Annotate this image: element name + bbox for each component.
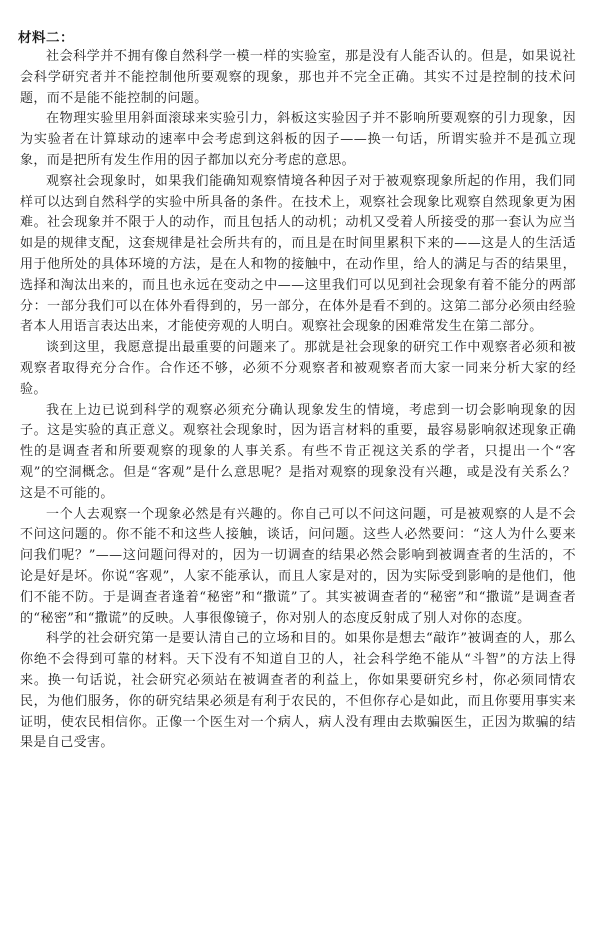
paragraph: 社会科学并不拥有像自然科学一模一样的实验室，那是没有人能否认的。但是，如果说社会科学研究者并不能控制他所要观察的现象，那也并不完全正确。其实不过是控制的技术问题，而不是能不能控制的问题。 xyxy=(20,49,576,106)
paragraph: 观察社会现象时，如果我们能确知观察情境各种因子对于被观察现象所起的作用，我们同样可以达到自然科学的实验中所具备的条件。在技术上，观察社会现象比观察自然现象更为困难。社会现象并不限于人的动作，而且包括人的动机；动机又受着人所接受的那一套认为应当如是的规律支配，这套规律是社会所共有的，而且是在时间里累积下来的——这是人的生活适用于他所处的具体环境的方法，是在人和物的接触中，在动作里，给人的满足与否的结果里，选择和淘汰出来的，而且也永远在变动之中——这里我们可以见到社会现象有着不能分的两部分：一部分我们可以在体外看得到的，另一部分，在体外是看不到的。这第二部分必须由经验者本人用语言表达出来，才能使旁观的人明白。观察社会现象的困难常发生在第二部分。 xyxy=(20,173,576,335)
paragraph: 科学的社会研究第一是要认清自己的立场和目的。如果你是想去“敲诈”被调查的人，那么你绝不会得到可靠的材料。天下没有不知道自卫的人，社会科学绝不能从“斗智”的方法上得来。换一句话说，社会研究必须站在被调查者的利益上，你如果要研究乡村，你必须同情农民，为他们服务，你的研究结果必须是有利于农民的，不但你存心是如此，而且你要用事实来证明，使农民相信你。正像一个医生对一个病人，病人没有理由去欺骗医生，正因为欺骗的结果是自己受害。 xyxy=(20,631,576,751)
section-heading: 材料二： xyxy=(18,30,74,46)
paragraph: 谈到这里，我愿意提出最重要的问题来了。那就是社会现象的研究工作中观察者必须和被观察者取得充分合作。合作还不够，必须不分观察者和被观察者而大家一同来分析大家的经验。 xyxy=(20,340,576,397)
paragraph: 我在上边已说到科学的观察必须充分确认现象发生的情境，考虑到一切会影响现象的因子。这是实验的真正意义。观察社会现象时，因为语言材料的重要，最容易影响叙述现象正确性的是调查者和所要观察的现象的人事关系。有些不肯正视这关系的学者，只提出一个“客观”的空洞概念。但是“客观”是什么意思呢？是指对观察的现象没有兴趣，或是没有关系么？这是不可能的。 xyxy=(20,402,576,501)
paragraph: 一个人去观察一个现象必然是有兴趣的。你自己可以不问这问题，可是被观察的人是不会不问这问题的。你不能不和这些人接触，谈话，问问题。这些人必然要问：“这人为什么要来问我们呢？”——这问题问得对的，因为一切调查的结果必然会影响到被调查者的生活的，不论是好是坏。你说“客观”，人家不能承认，而且人家是对的，因为实际受到影响的是他们，他们不能不防。于是调查者逢着“秘密”和“撒谎”了。其实被调查者的“秘密”和“撒谎”是调查者的“秘密”和“撒谎”的反映。人事很像镜子，你对别人的态度反射成了别人对你的态度。 xyxy=(20,506,576,626)
paragraph: 在物理实验里用斜面滚球来实验引力，斜板这实验因子并不影响所要观察的引力现象，因为实验者在计算球动的速率中会考虑到这斜板的因子——换一句话，所谓实验并不是孤立现象，而是把所有发生作用的因子都加以充分考虑的意思。 xyxy=(20,111,576,168)
article-body xyxy=(20,47,576,754)
